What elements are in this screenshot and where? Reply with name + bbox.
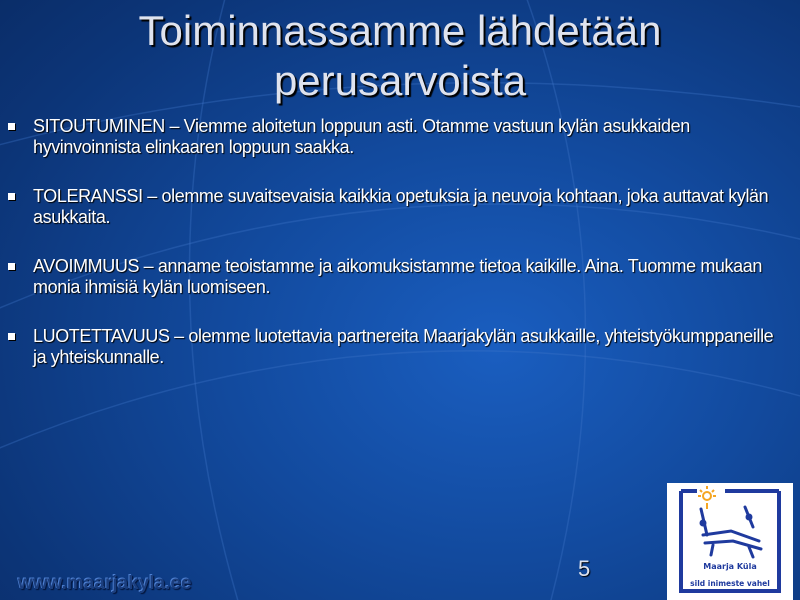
logo-tagline: sild inimeste vahel [690, 579, 770, 588]
bullet-list [0, 116, 790, 396]
bullet-square-icon [8, 123, 15, 130]
maarja-kula-logo [667, 483, 793, 600]
page-number: 5 [578, 556, 591, 581]
bullet-item [0, 326, 790, 368]
bullet-square-icon [8, 333, 15, 340]
bullet-item [0, 186, 790, 228]
bullet-square-icon [8, 263, 15, 270]
website-url[interactable]: www.maarjakyla.ee [18, 573, 192, 594]
slide-title-line: Toiminnassamme lähdetään [138, 7, 662, 54]
bullet-square-icon [8, 193, 15, 200]
bullet-text: LUOTETTAVUUS – olemme luotettavia partnereita Maarjakylän asukkaille, yhteistyökumppaneille ja yhteiskunnalle. [33, 326, 774, 367]
bullet-item [0, 256, 790, 298]
bullet-item [0, 116, 790, 158]
slide-title-line: perusarvoista [273, 57, 527, 104]
bullet-text: SITOUTUMINEN – Viemme aloitetun loppuun asti. Otamme vastuun kylän asukkaiden hyvinvoinnista elinkaaren loppuun saakka. [33, 116, 690, 157]
bullet-text: TOLERANSSI – olemme suvaitsevaisia kaikkia opetuksia ja neuvoja kohtaan, joka auttavat kylän asukkaita. [33, 186, 769, 227]
bullet-text: AVOIMMUUS – anname teoistamme ja aikomuksistamme tietoa kaikille. Aina. Tuomme mukaan monia ihmisiä kylän luomiseen. [33, 256, 762, 297]
slide-title [0, 6, 800, 106]
logo-name: Maarja Küla [703, 562, 757, 571]
